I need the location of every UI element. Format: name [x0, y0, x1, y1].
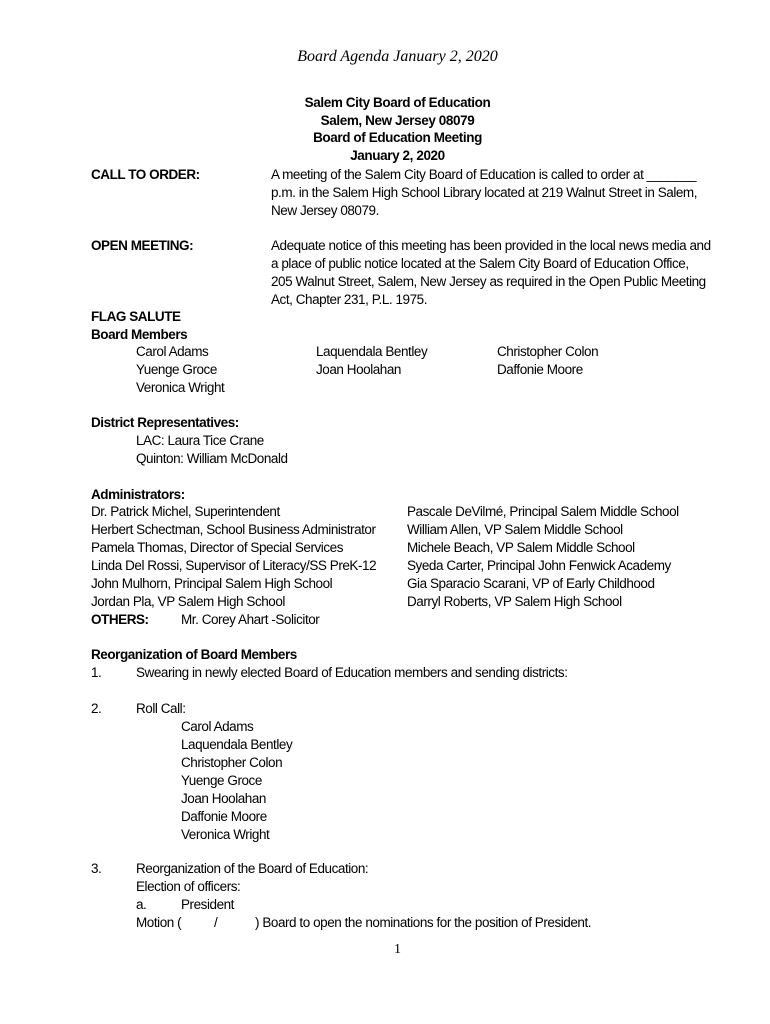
- district-rep: Quinton: William McDonald: [136, 451, 288, 466]
- district-reps-list: [136, 432, 288, 468]
- header-line-1: Salem City Board of Education: [304, 95, 491, 110]
- board-member: Carol Adams: [136, 344, 209, 359]
- item-1-number: 1.: [91, 665, 102, 680]
- header-line-3: Board of Education Meeting: [313, 130, 482, 145]
- roll-call-name: Daffonie Moore: [181, 809, 267, 824]
- administrator: Michele Beach, VP Salem Middle School: [407, 540, 635, 555]
- administrator: Pascale DeVilmé, Principal Salem Middle School: [407, 504, 679, 519]
- sub-item-a-letter: a.: [136, 897, 147, 912]
- item-1-text: Swearing in newly elected Board of Education members and sending districts:: [136, 665, 568, 680]
- motion-end: ) Board to open the nominations for the position of President.: [255, 915, 592, 930]
- open-meeting-text: Adequate notice of this meeting has been provided in the local news media and a place of public notice located at the Salem City Board of Education Office, 205 Walnut Street, Salem, New Jersey as required in the Open Public Meeting Act, Chapter 231, P.L. 1975.: [271, 238, 711, 307]
- item-3-text: Reorganization of the Board of Education:: [136, 861, 369, 876]
- district-rep: LAC: Laura Tice Crane: [136, 433, 264, 448]
- header-line-4: January 2, 2020: [350, 147, 445, 163]
- roll-call-list: [181, 718, 292, 844]
- header-line-2: Salem, New Jersey 08079: [320, 112, 475, 128]
- administrators-right: [407, 503, 679, 611]
- board-member: Joan Hoolahan: [316, 362, 401, 377]
- administrators-heading: Administrators:: [91, 487, 185, 502]
- district-reps-heading: District Representatives:: [91, 415, 239, 430]
- board-members-col-1: [136, 343, 224, 397]
- administrator: Dr. Patrick Michel, Superintendent: [91, 504, 280, 519]
- administrator: Jordan Pla, VP Salem High School: [91, 594, 285, 609]
- item-2-text: Roll Call:: [136, 701, 186, 716]
- roll-call-name: Laquendala Bentley: [181, 737, 293, 752]
- administrator: Gia Sparacio Scarani, VP of Early Childhood: [407, 576, 655, 591]
- page-number: 1: [394, 942, 401, 957]
- flag-salute-heading: FLAG SALUTE: [91, 309, 181, 324]
- administrator: Herbert Schectman, School Business Administrator: [91, 522, 376, 537]
- board-members-col-3: [497, 343, 598, 379]
- running-head: Board Agenda January 2, 2020: [297, 48, 498, 65]
- call-to-order-text: A meeting of the Salem City Board of Education is called to order at _______ p.m. in the Salem High School Library located at 219 Walnut Street in Salem, New Jersey 08079.: [271, 167, 698, 218]
- document-header: [0, 94, 770, 164]
- call-to-order-label: CALL TO ORDER:: [91, 167, 200, 182]
- board-member: Veronica Wright: [136, 380, 225, 395]
- board-member: Laquendala Bentley: [316, 344, 428, 359]
- roll-call-name: Christopher Colon: [181, 755, 283, 770]
- roll-call-name: Yuenge Groce: [181, 773, 262, 788]
- administrator: William Allen, VP Salem Middle School: [407, 522, 623, 537]
- item-3-number: 3.: [91, 861, 102, 876]
- board-members-heading: Board Members: [91, 327, 188, 342]
- others-label: OTHERS:: [91, 612, 149, 627]
- roll-call-name: Joan Hoolahan: [181, 791, 266, 806]
- roll-call-name: Veronica Wright: [181, 827, 270, 842]
- motion-slash: /: [214, 915, 218, 930]
- board-member: Christopher Colon: [497, 344, 599, 359]
- administrator: Pamela Thomas, Director of Special Services: [91, 540, 344, 555]
- administrator: Syeda Carter, Principal John Fenwick Academy: [407, 558, 671, 573]
- administrator: Darryl Roberts, VP Salem High School: [407, 594, 622, 609]
- administrator: John Mulhorn, Principal Salem High School: [91, 576, 333, 591]
- item-2-number: 2.: [91, 701, 102, 716]
- open-meeting-label: OPEN MEETING:: [91, 238, 194, 253]
- board-members-col-2: [316, 343, 427, 379]
- administrators-left: [91, 503, 376, 611]
- administrator: Linda Del Rossi, Supervisor of Literacy/SS PreK-12: [91, 558, 377, 573]
- board-member: Daffonie Moore: [497, 362, 583, 377]
- motion-start: Motion (: [136, 915, 182, 930]
- others-value: Mr. Corey Ahart -Solicitor: [181, 612, 320, 627]
- roll-call-name: Carol Adams: [181, 719, 254, 734]
- election-of-officers: Election of officers:: [136, 879, 241, 894]
- sub-item-a-text: President: [181, 897, 234, 912]
- board-member: Yuenge Groce: [136, 362, 217, 377]
- reorg-heading: Reorganization of Board Members: [91, 647, 297, 662]
